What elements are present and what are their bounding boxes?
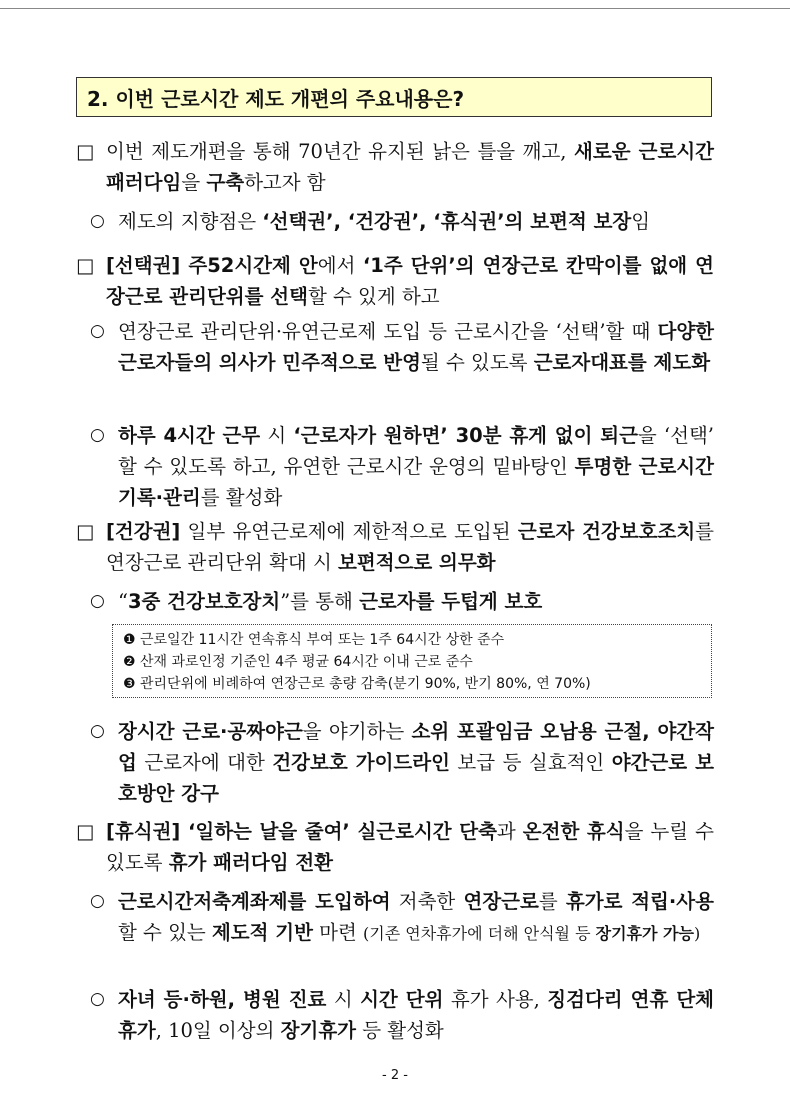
circle-bullet-marker: ○ (90, 989, 105, 1009)
square-bullet-marker: □ (76, 820, 95, 843)
emphasis: 온전한 휴식 (522, 820, 625, 843)
emphasis: [건강권] (106, 520, 181, 543)
emphasis: 야간근로 보호방안 강구 (118, 751, 714, 805)
circle-bullet-marker: ○ (90, 721, 105, 741)
emphasis: 휴가로 적립·사용 (565, 890, 714, 913)
bullet-text (118, 316, 714, 378)
bullet-circle-4-1 (90, 886, 714, 949)
emphasis: 장시간 근로·공짜야근 (118, 720, 303, 743)
text-span: 를 연장근로 관리단위 확대 시 (106, 520, 714, 574)
emphasis: 연장근로 (463, 890, 539, 913)
circle-bullet-marker: ○ (90, 425, 105, 445)
text-span: 제도의 지향점은 (118, 210, 263, 233)
health-protection-box (112, 624, 712, 698)
note-text: ) (693, 924, 701, 943)
text-span: 휴가 사용, (443, 988, 548, 1011)
text-span: , 10일 이상의 (155, 1019, 281, 1042)
emphasis: 근로자대표를 제도화 (533, 351, 711, 374)
text-span: 연장근로 관리단위·유연근로제 도입 등 근로시간을 ‘선택’할 때 (118, 320, 658, 343)
bullet-square-4 (76, 816, 714, 878)
text-span: 저축한 (390, 890, 464, 913)
text-span: 시 (326, 988, 361, 1011)
emphasis: 휴가 패러다임 전환 (168, 851, 333, 874)
emphasis: [휴식권] ‘일하는 날을 줄여’ 실근로시간 단축 (106, 820, 497, 843)
circle-bullet-marker: ○ (90, 591, 105, 611)
bullet-square-1 (76, 136, 714, 198)
bullet-text (118, 886, 714, 949)
bullet-text (106, 816, 714, 878)
text-span: 를 활성화 (200, 486, 283, 509)
bullet-circle-4-2 (90, 984, 714, 1046)
text-span: 할 수 있게 하고 (307, 285, 440, 308)
text-span: 할 수 있는 (118, 921, 212, 944)
text-span: 에서 (317, 254, 363, 277)
text-span: 일부 유연근로제에 제한적으로 도입된 (180, 520, 518, 543)
bullet-circle-1-1 (90, 206, 714, 237)
page-number: - 2 - (382, 1068, 408, 1083)
text-span: 을 야기하는 (302, 720, 412, 743)
emphasis: 투명한 근로시간 기록·관리 (118, 455, 714, 509)
square-bullet-marker: □ (76, 520, 95, 543)
bullet-text (118, 716, 714, 809)
bullet-text (118, 984, 714, 1046)
box-item-3: ❸ 관리단위에 비례하여 연장근로 총량 감축(분기 90%, 반기 80%, 연 70%) (123, 676, 591, 692)
emphasis: 시간 단위 (360, 988, 444, 1011)
text-span: 임 (631, 210, 651, 233)
square-bullet-marker: □ (76, 254, 95, 277)
bullet-square-3 (76, 516, 714, 578)
bullet-circle-2-1 (90, 316, 714, 378)
box-item-1: ❶ 근로일간 11시간 연속휴식 부여 또는 1주 64시간 상한 준수 (123, 632, 505, 648)
box-item-2: ❷ 산재 과로인정 기준인 4주 평균 64시간 이내 근로 준수 (123, 654, 473, 670)
note-text: (기존 연차휴가에 더해 안식월 등 (363, 924, 596, 943)
bullet-text (106, 516, 714, 578)
emphasis: 3중 건강보호장치 (127, 590, 281, 613)
bullet-text (106, 250, 714, 312)
bullet-circle-3-2 (90, 716, 714, 809)
emphasis: [선택권] 주52시간제 안 (106, 254, 318, 277)
emphasis: 하루 4시간 근무 (118, 424, 261, 447)
emphasis: 구축 (206, 171, 245, 194)
emphasis: ‘1주 단위’의 연장근로 칸막이를 없애 연장근로 관리단위를 선택 (106, 254, 714, 308)
bullet-text (106, 136, 714, 198)
text-span: 과 (496, 820, 523, 843)
text-span: 을 (181, 171, 207, 194)
emphasis: 자녀 등·하원, 병원 진료 (118, 988, 327, 1011)
emphasis: 제도적 기반 (211, 921, 313, 944)
emphasis: 징검다리 연휴 단체 휴가 (118, 988, 715, 1042)
emphasis: 장기휴가 가능 (595, 924, 694, 943)
text-span: 을 ‘선택’ 할 수 있도록 하고, 유연한 근로시간 운영의 밑바탕인 (118, 424, 714, 478)
circle-bullet-marker: ○ (90, 321, 105, 341)
emphasis: 장기휴가 (280, 1019, 357, 1042)
emphasis: 근로자를 두텁게 보호 (359, 590, 543, 613)
bullet-square-2 (76, 250, 714, 312)
circle-bullet-marker: ○ (90, 211, 105, 231)
emphasis: ‘근로자가 원하면’ 30분 휴게 없이 퇴근 (293, 424, 638, 447)
emphasis: ‘선택권’, ‘건강권’, ‘휴식권’의 보편적 보장 (262, 210, 632, 233)
circle-bullet-marker: ○ (90, 891, 105, 911)
text-span: 될 수 있도록 (420, 351, 534, 374)
text-span: 을 누릴 수 있도록 (106, 820, 714, 874)
bullet-circle-2-2 (90, 420, 714, 513)
bullet-circle-3-1 (90, 586, 714, 617)
emphasis: 새로운 근로시간 패러다임 (106, 140, 714, 194)
text-span: ”를 통해 (280, 590, 360, 613)
text-span: 이번 제도개편을 통해 70년간 유지된 낡은 틀을 깨고, (106, 140, 575, 163)
text-span: 마련 (312, 921, 364, 944)
section-title: 2. 이번 근로시간 제도 개편의 주요내용은? (76, 77, 712, 117)
emphasis: 건강보호 가이드라인 (272, 751, 450, 774)
bullet-text (118, 586, 714, 617)
text-span: 시 (260, 424, 294, 447)
text-span: “ (118, 590, 128, 613)
emphasis: 근로자 건강보호조치 (517, 520, 696, 543)
bullet-text (118, 206, 714, 237)
text-span: 등 활성화 (356, 1019, 444, 1042)
emphasis: 소위 포괄임금 오남용 근절, 야간작업 (118, 720, 714, 774)
text-span: 를 (538, 890, 566, 913)
square-bullet-marker: □ (76, 140, 95, 163)
text-span: 근로자에 대한 (136, 751, 273, 774)
top-rule (0, 8, 790, 9)
emphasis: 근로시간저축계좌제를 도입하여 (118, 890, 391, 913)
emphasis: 보편적으로 의무화 (338, 551, 496, 574)
bullet-text (118, 420, 714, 513)
text-span: 보급 등 실효적인 (449, 751, 612, 774)
text-span: 하고자 함 (244, 171, 326, 194)
emphasis: 다양한 근로자들의 의사가 민주적으로 반영 (118, 320, 714, 374)
